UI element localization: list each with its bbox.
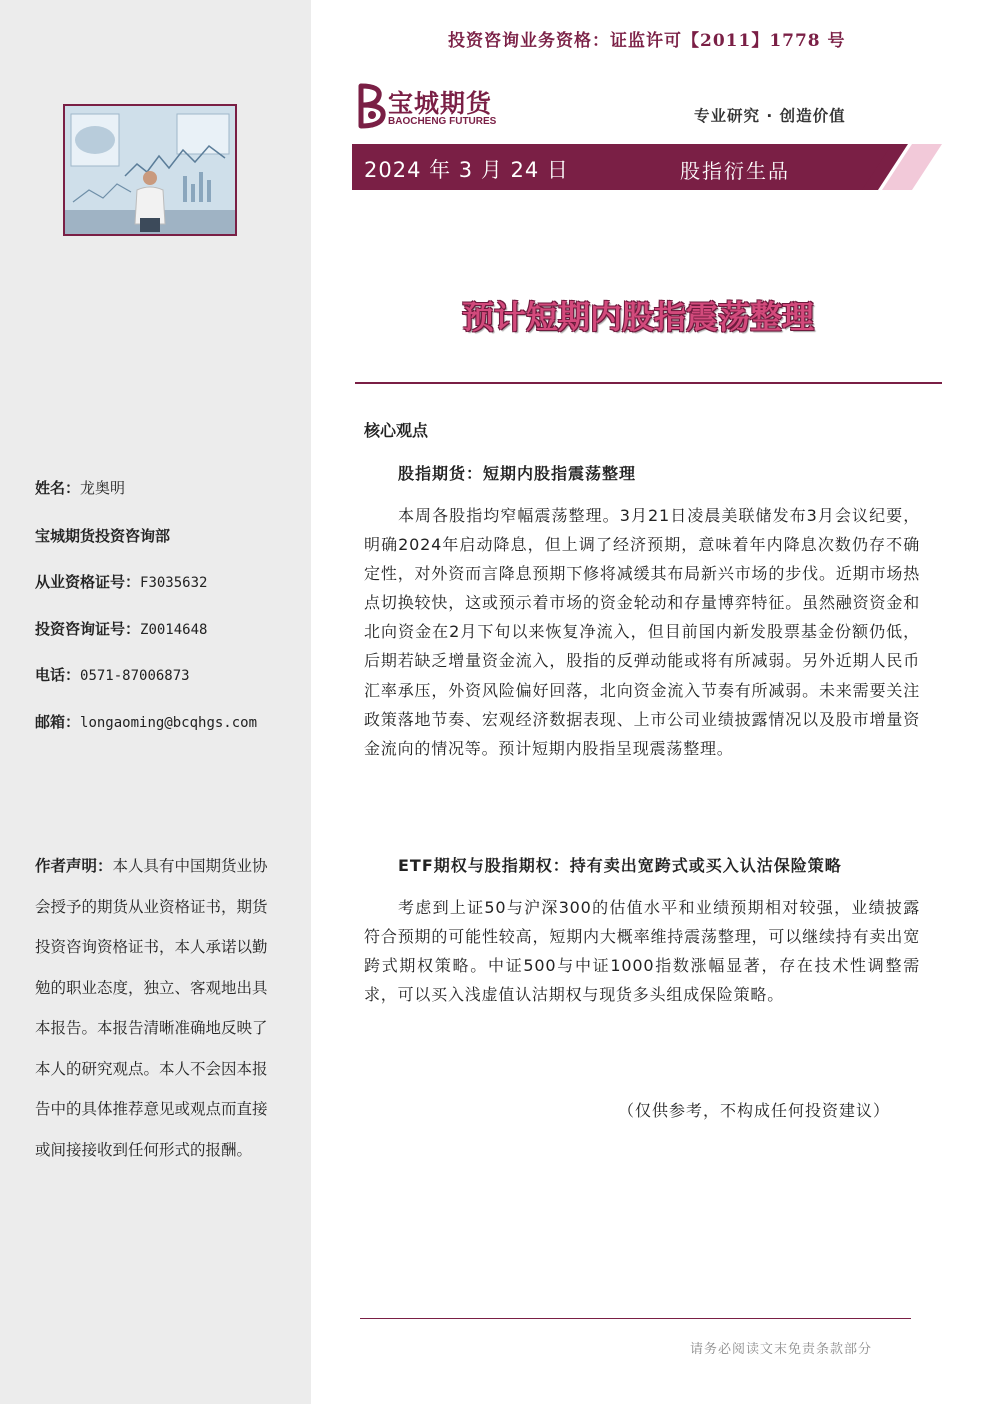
cert-row xyxy=(35,571,207,592)
logo-english-name: BAOCHENG FUTURES xyxy=(388,116,497,127)
analyst-name-row xyxy=(35,477,125,498)
section2-heading: ETF期权与股指期权：持有卖出宽跨式或买入认沽保险策略 xyxy=(398,856,842,875)
company-logo xyxy=(355,82,525,132)
analyst-name: 龙奥明 xyxy=(80,479,126,497)
statement-label: 作者声明： xyxy=(35,857,113,875)
title-divider xyxy=(355,382,942,384)
advisory-label: 投资咨询证号： xyxy=(35,620,141,638)
cover-illustration xyxy=(63,104,237,236)
footer-text: 请务必阅读文末免责条款部分 xyxy=(690,1342,873,1357)
email-label: 邮箱： xyxy=(35,713,81,731)
email-row xyxy=(35,711,257,732)
report-title: 预计短期内股指震荡整理 xyxy=(462,298,815,336)
slogan: 专业研究 · 创造价值 xyxy=(694,107,846,125)
phone-row xyxy=(35,664,190,685)
statement-text: 本人具有中国期货业协会授予的期货从业资格证书，期货投资咨询资格证书，本人承诺以勤勉的职业态度，独立、客观地出具本报告。本报告清晰准确地反映了本人的研究观点。本人不会因本报告中的具体推荐意见或观点而直接或间接接收到任何形式的报酬。 xyxy=(35,857,268,1159)
section2-text: 考虑到上证50与沪深300的估值水平和业绩预期相对较强，业绩披露符合预期的可能性较高，短期内大概率维持震荡整理，可以继续持有卖出宽跨式期权策略。中证500与中证1000指数涨幅显著，存在技术性调整需求，可以买入浅虚值认沽期权与现货多头组成保险策略。 xyxy=(364,898,920,1005)
report-date: 2024 年 3 月 24 日 xyxy=(364,158,569,182)
email-address[interactable]: longaoming@bcqhgs.com xyxy=(80,715,258,731)
advisory-number: Z0014648 xyxy=(140,622,208,638)
logo-mark-icon xyxy=(355,82,389,130)
qualification-line: 投资咨询业务资格：证监许可【2011】1778 号 xyxy=(448,31,846,51)
advisory-row xyxy=(35,618,207,639)
phone-label: 电话： xyxy=(35,666,81,684)
footer-divider xyxy=(360,1318,911,1319)
disclaimer-note: （仅供参考，不构成任何投资建议） xyxy=(618,1101,891,1120)
section1-heading: 股指期货：短期内股指震荡整理 xyxy=(398,464,637,483)
cert-number: F3035632 xyxy=(140,575,208,591)
name-label: 姓名： xyxy=(35,479,81,497)
section1-text: 本周各股指均窄幅震荡整理。3月21日凌晨美联储发布3月会议纪要，明确2024年启动降息，但上调了经济预期，意味着年内降息次数仍存不确定性，对外资而言降息预期下修将减缓其布局新兴市场的步伐。近期市场热点切换较快，这或预示着市场的资金轮动和存量博弈特征。虽然融资资金和北向资金在2月下旬以来恢复净流入，但目前国内新发股票基金份额仍低，后期若缺乏增量资金流入，股指的反弹动能或将有所减弱。另外近期人民币汇率承压，外资风险偏好回落，北向资金流入节奏有所减弱。未来需要关注政策落地节奏、宏观经济数据表现、上市公司业绩披露情况以及股市增量资金流向的情况等。预计短期内股指呈现震荡整理。 xyxy=(364,506,920,758)
author-statement xyxy=(35,846,271,1170)
phone-number: 0571-87006873 xyxy=(80,668,190,684)
department: 宝城期货投资咨询部 xyxy=(35,527,171,545)
core-views-heading: 核心观点 xyxy=(364,421,429,440)
logo-chinese-name: 宝城期货 xyxy=(388,89,493,118)
report-category: 股指衍生品 xyxy=(680,159,790,183)
cert-label: 从业资格证号： xyxy=(35,573,141,591)
analyst-screen-illustration xyxy=(65,106,235,234)
